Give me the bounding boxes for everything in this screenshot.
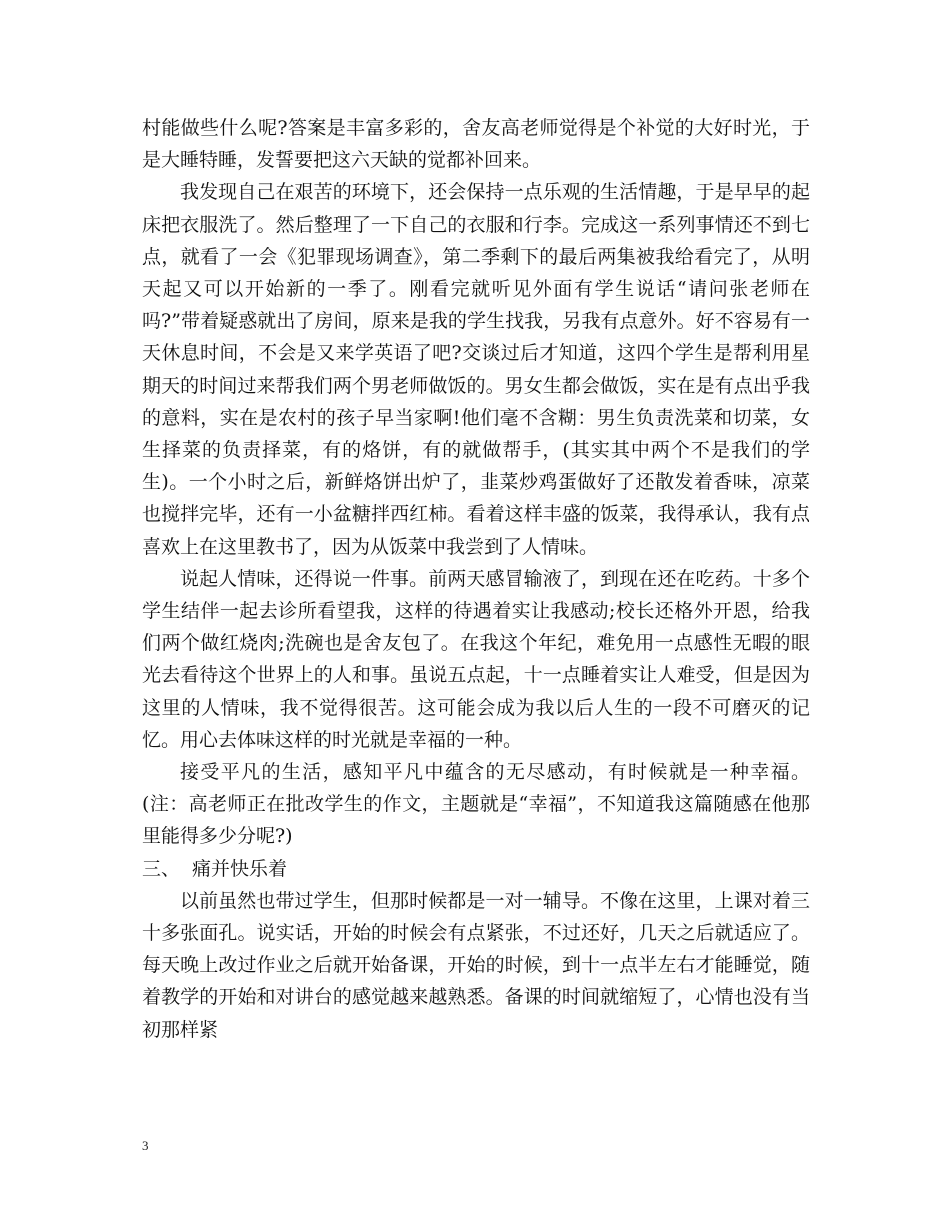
paragraph-happiness: 接受平凡的生活，感知平凡中蕴含的无尽感动，有时候就是一种幸福。(注：高老师正在批改学生的作文，主题就是“幸福”，不知道我这篇随感在他那里能得多少分呢?) [142, 761, 810, 848]
paragraph-continuation: 村能做些什么呢?答案是丰富多彩的，舍友高老师觉得是个补觉的大好时光，于是大睡特睡，发誓要把这六天缺的觉都补回来。 [142, 117, 810, 172]
page-number: 3 [142, 1138, 149, 1153]
paragraph-morning: 我发现自己在艰苦的环境下，还会保持一点乐观的生活情趣，于是早早的起床把衣服洗了。然后整理了一下自己的衣服和行李。完成这一系列事情还不到七点，就看了一会《犯罪现场调查》，第二季剩下的最后两集被我给看完了，从明天起又可以开始新的一季了。刚看完就听见外面有学生说话“请问张老师在吗?”带着疑惑就出了房间，原来是我的学生找我，另我有点意外。好不容易有一天休息时间，不会是又来学英语了吧?交谈过后才知道，这四个学生是帮利用星期天的时间过来帮我们两个男老师做饭的。男女生都会做饭，实在是有点出乎我的意料，实在是农村的孩子早当家啊!他们毫不含糊：男生负责洗菜和切菜，女生择菜的负责择菜，有的烙饼，有的就做帮手，(其实其中两个不是我们的学生)。一个小时之后，新鲜烙饼出炉了，韭菜炒鸡蛋做好了还散发着香味，凉菜也搅拌完毕，还有一小盆糖拌西红柿。看着这样丰盛的饭菜，我得承认，我有点喜欢上在这里教书了，因为从饭菜中我尝到了人情味。 [142, 181, 810, 558]
section-title: 痛并快乐着 [192, 857, 288, 880]
section-number: 三、 [142, 857, 181, 880]
paragraph-human-warmth: 说起人情味，还得说一件事。前两天感冒输液了，到现在还在吃药。十多个学生结伴一起去诊所看望我，这样的待遇着实让我感动;校长还格外开恩，给我们两个做红烧肉;洗碗也是舍友包了。在我这个年纪，难免用一点感性无暇的眼光去看待这个世界上的人和事。虽说五点起，十一点睡着实让人难受，但是因为这里的人情味，我不觉得很苦。这可能会成为我以后人生的一段不可磨灭的记忆。用心去体味这样的时光就是幸福的一种。 [142, 567, 810, 751]
paragraph-teaching: 以前虽然也带过学生，但那时候都是一对一辅导。不像在这里，上课对着三十多张面孔。说实话，开始的时候会有点紧张，不过还好，几天之后就适应了。每天晚上改过作业之后就开始备课，开始的时候，到十一点半左右才能睡觉，随着教学的开始和对讲台的感觉越来越熟悉。备课的时间就缩短了，心情也没有当初那样紧 [142, 889, 810, 1041]
section-heading [142, 853, 810, 885]
document-body [142, 112, 810, 1046]
